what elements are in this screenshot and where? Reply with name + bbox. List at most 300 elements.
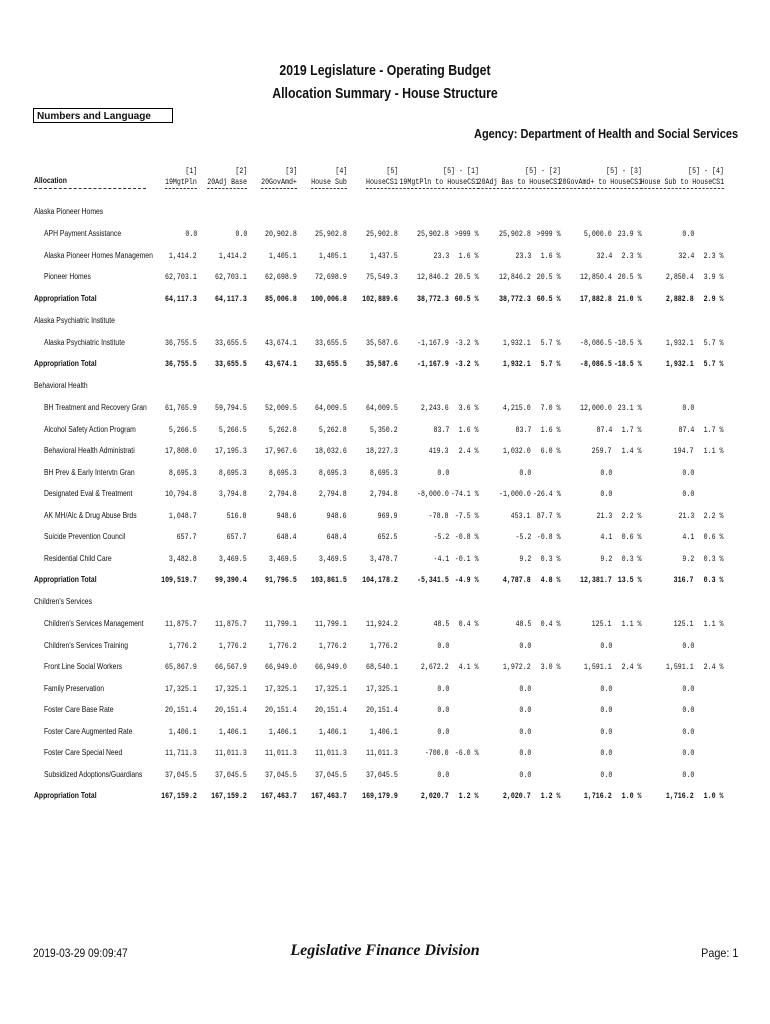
cell-value: -1,167.9 — [417, 337, 449, 348]
cell-value: 66,949.0 — [315, 662, 347, 672]
cell-value: 0.0 — [682, 683, 694, 694]
total-value: -1,167.9 — [417, 359, 449, 369]
cell-value: 59,794.5 — [215, 403, 247, 413]
cell-value: 0.0 — [519, 726, 531, 737]
cell-value: 18,227.3 — [366, 446, 398, 456]
cell-value: 17,325.1 — [215, 683, 247, 694]
cell-value: 453.1 — [511, 510, 531, 521]
cell-value: 17,325.1 — [366, 683, 398, 694]
cell-value: 23.3 — [515, 250, 531, 261]
cell-value: 1.6 % — [459, 250, 479, 261]
cell-value: 10,794.8 — [165, 489, 197, 499]
cell-value: 652.5 — [378, 532, 398, 542]
cell-value: 48.5 — [515, 619, 531, 629]
cell-value: 0.0 — [519, 769, 531, 780]
cell-value: 7.0 % — [541, 403, 561, 413]
column-name: House Sub to HouseCS1 — [640, 177, 724, 187]
total-value: 13.5 % — [618, 575, 642, 585]
cell-value: 1,591.1 — [584, 662, 612, 672]
cell-value: 9.2 — [682, 553, 694, 564]
total-value: -3.2 % — [455, 359, 479, 369]
cell-value: 20,151.4 — [265, 705, 297, 715]
cell-value: 8,695.3 — [319, 467, 347, 478]
cell-value: 43,674.1 — [265, 337, 297, 348]
total-value: 1.0 % — [622, 791, 642, 801]
cell-value: 0.0 — [682, 403, 694, 413]
cell-value: 3,469.5 — [319, 553, 347, 564]
cell-value: 3,469.5 — [269, 553, 297, 564]
cell-value: 948.6 — [277, 510, 297, 521]
cell-value: 75,549.3 — [366, 272, 398, 282]
cell-value: 948.6 — [327, 510, 347, 521]
cell-value: -26.4 % — [533, 489, 561, 499]
cell-value: 0.0 — [519, 705, 531, 715]
cell-value: -6.0 % — [455, 748, 479, 758]
cell-value: 1,406.1 — [169, 726, 197, 737]
cell-value: 83.7 — [515, 424, 531, 435]
cell-value: 64,009.5 — [315, 403, 347, 413]
total-value: 100,006.8 — [311, 293, 347, 304]
total-value: 35,587.6 — [366, 359, 398, 369]
cell-value: 17,325.1 — [315, 683, 347, 694]
cell-value: 62,698.9 — [265, 272, 297, 282]
cell-value: 5,262.8 — [269, 424, 297, 435]
cell-value: 1,776.2 — [169, 640, 197, 651]
cell-value: 1.1 % — [622, 619, 642, 629]
cell-value: 21.3 — [596, 510, 612, 521]
cell-value: 17,325.1 — [265, 683, 297, 694]
cell-value: 194.7 — [674, 446, 694, 456]
allocation-header: Allocation — [34, 176, 67, 185]
allocation-name: Designated Eval & Treatment — [44, 489, 133, 498]
report-subtitle: Allocation Summary - House Structure — [272, 85, 498, 102]
cell-value: 969.9 — [378, 510, 398, 521]
column-name: 20Adj Base — [207, 177, 247, 187]
total-value: 60.5 % — [537, 293, 561, 304]
cell-value: 11,924.2 — [366, 619, 398, 629]
column-name: 20GovAmd+ — [261, 177, 297, 187]
total-value: 85,006.8 — [265, 293, 297, 304]
cell-value: 0.0 — [437, 769, 449, 780]
cell-value: 5.7 % — [704, 337, 724, 348]
total-value: 316.7 — [674, 575, 694, 585]
cell-value: 0.3 % — [541, 553, 561, 564]
total-value: 99,390.4 — [215, 575, 247, 585]
cell-value: 4.1 — [682, 532, 694, 542]
cell-value: -18.5 % — [614, 337, 642, 348]
cell-value: 25,902.8 — [499, 229, 531, 239]
cell-value: 25,902.8 — [366, 229, 398, 239]
total-value: 36,755.5 — [165, 359, 197, 369]
allocation-name: Subsidized Adoptions/Guardians — [44, 769, 143, 779]
cell-value: 3.9 % — [704, 272, 724, 282]
cell-value: 0.4 % — [541, 619, 561, 629]
total-value: 1,716.2 — [666, 791, 694, 801]
column-name: 19MgtPln to HouseCS1 — [399, 177, 479, 187]
cell-value: 5,266.5 — [169, 424, 197, 435]
total-value: 167,463.7 — [311, 791, 347, 801]
cell-value: -700.0 — [425, 748, 449, 758]
cell-value: 23.1 % — [618, 403, 642, 413]
total-value: 4.8 % — [541, 575, 561, 585]
column-number: [5] - [2] — [525, 166, 561, 176]
allocation-name: Children's Services Training — [44, 640, 129, 650]
cell-value: 2.4 % — [622, 662, 642, 672]
cell-value: 0.0 — [682, 726, 694, 737]
cell-value: 1,406.1 — [219, 726, 247, 737]
column-name: House Sub — [311, 177, 347, 187]
cell-value: 1.1 % — [704, 446, 724, 456]
cell-value: 0.0 — [600, 640, 612, 651]
cell-value: 1,776.2 — [219, 640, 247, 651]
cell-value: 3,794.8 — [219, 489, 247, 499]
cell-value: 37,045.5 — [215, 769, 247, 780]
cell-value: 3.0 % — [541, 662, 561, 672]
cell-value: 1,414.2 — [169, 250, 197, 261]
cell-value: 0.6 % — [704, 532, 724, 542]
cell-value: 64,009.5 — [366, 403, 398, 413]
allocation-name: BH Treatment and Recovery Gran — [44, 403, 147, 412]
cell-value: 17,195.3 — [215, 446, 247, 456]
cell-value: 1,405.1 — [269, 250, 297, 261]
cell-value: 11,011.3 — [366, 748, 398, 758]
cell-value: 66,949.0 — [265, 662, 297, 672]
cell-value: 17,967.6 — [265, 446, 297, 456]
cell-value: -8,086.5 — [580, 337, 612, 348]
total-value: 2,882.8 — [666, 293, 694, 304]
cell-value: -4.1 — [433, 553, 449, 564]
cell-value: -0.8 % — [537, 532, 561, 542]
appropriation-total-label: Appropriation Total — [34, 575, 97, 584]
total-value: 33,655.5 — [215, 359, 247, 369]
column-number: [3] — [285, 166, 297, 176]
total-value: 1.0 % — [704, 791, 724, 801]
allocation-name: APH Payment Assistance — [44, 229, 122, 238]
cell-value: 8,695.3 — [219, 467, 247, 478]
cell-value: 0.0 — [437, 467, 449, 478]
cell-value: 3,478.7 — [370, 553, 398, 564]
total-value: 38,772.3 — [417, 293, 449, 304]
allocation-name: Alaska Pioneer Homes Managemen — [44, 250, 153, 260]
cell-value: 18,032.6 — [315, 446, 347, 456]
total-value: 167,463.7 — [261, 791, 297, 801]
cell-value: -5.2 — [433, 532, 449, 542]
cell-value: 37,045.5 — [366, 769, 398, 780]
cell-value: 11,799.1 — [265, 619, 297, 629]
cell-value: 1,406.1 — [319, 726, 347, 737]
group-label: Alaska Psychiatric Institute — [34, 315, 115, 325]
cell-value: 21.3 — [678, 510, 694, 521]
cell-value: 5,350.2 — [370, 424, 398, 435]
total-value: 0.3 % — [704, 575, 724, 585]
column-number: [5] - [4] — [688, 166, 724, 176]
report-title: 2019 Legislature - Operating Budget — [279, 62, 491, 79]
cell-value: 8,695.3 — [169, 467, 197, 478]
cell-value: 648.4 — [277, 532, 297, 542]
cell-value: 20,151.4 — [165, 705, 197, 715]
column-number: [5] - [1] — [443, 166, 479, 176]
cell-value: 1.6 % — [541, 424, 561, 435]
cell-value: 20,902.8 — [265, 229, 297, 239]
cell-value: 419.3 — [429, 446, 449, 456]
allocation-name: BH Prev & Early Intervtn Gran — [44, 467, 135, 477]
total-value: 33,655.5 — [315, 359, 347, 369]
cell-value: 0.0 — [682, 705, 694, 715]
cell-value: 0.0 — [600, 748, 612, 758]
cell-value: 87.4 — [678, 424, 694, 435]
cell-value: 23.9 % — [618, 229, 642, 239]
allocation-name: Alaska Psychiatric Institute — [44, 337, 125, 347]
cell-value: 12,846.2 — [499, 272, 531, 282]
cell-value: 2.4 % — [704, 662, 724, 672]
cell-value: 6.0 % — [541, 446, 561, 456]
cell-value: 1,972.2 — [503, 662, 531, 672]
cell-value: 12,000.0 — [580, 403, 612, 413]
total-value: 5.7 % — [541, 359, 561, 369]
cell-value: -5.2 — [515, 532, 531, 542]
cell-value: 25,902.8 — [417, 229, 449, 239]
cell-value: 5,262.8 — [319, 424, 347, 435]
cell-value: 0.0 — [519, 683, 531, 694]
cell-value: -0.8 % — [455, 532, 479, 542]
total-value: -5,341.5 — [417, 575, 449, 585]
cell-value: 17,325.1 — [165, 683, 197, 694]
cell-value: 0.0 — [600, 769, 612, 780]
cell-value: 1,591.1 — [666, 662, 694, 672]
total-value: 91,796.5 — [265, 575, 297, 585]
cell-value: 9.2 — [519, 553, 531, 564]
allocation-name: Children's Services Management — [44, 619, 144, 628]
column-number: [5] — [386, 166, 398, 176]
total-value: 169,179.9 — [362, 791, 398, 801]
cell-value: 36,755.5 — [165, 337, 197, 348]
footer-division: Legislative Finance Division — [290, 942, 480, 959]
cell-value: -3.2 % — [455, 337, 479, 348]
column-name: 20Adj Bas to HouseCS1 — [477, 177, 561, 187]
cell-value: 5,266.5 — [219, 424, 247, 435]
cell-value: 11,011.3 — [215, 748, 247, 758]
column-number: [5] - [3] — [606, 166, 642, 176]
cell-value: 11,875.7 — [165, 619, 197, 629]
cell-value: 37,045.5 — [315, 769, 347, 780]
total-value: 2,020.7 — [421, 791, 449, 801]
cell-value: 62,703.1 — [165, 272, 197, 282]
cell-value: -8,000.0 — [417, 489, 449, 499]
cell-value: 25,902.8 — [315, 229, 347, 239]
cell-value: 648.4 — [327, 532, 347, 542]
cell-value: 3,469.5 — [219, 553, 247, 564]
cell-value: 8,695.3 — [269, 467, 297, 478]
cell-value: 2.4 % — [459, 446, 479, 456]
allocation-underline — [34, 188, 146, 189]
cell-value: 2,243.6 — [421, 403, 449, 413]
cell-value: 11,799.1 — [315, 619, 347, 629]
cell-value: >999 % — [537, 229, 561, 239]
cell-value: 1.4 % — [622, 446, 642, 456]
cell-value: 657.7 — [177, 532, 197, 542]
cell-value: 20,151.4 — [215, 705, 247, 715]
cell-value: 0.0 — [600, 705, 612, 715]
allocation-name: Foster Care Augmented Rate — [44, 726, 133, 736]
cell-value: 32.4 — [678, 250, 694, 261]
appropriation-total-label: Appropriation Total — [34, 359, 97, 368]
allocation-name: Residential Child Care — [44, 553, 112, 563]
column-number: [2] — [235, 166, 247, 176]
cell-value: 5,000.0 — [584, 229, 612, 239]
cell-value: 1.1 % — [704, 619, 724, 629]
cell-value: 0.0 — [437, 683, 449, 694]
cell-value: 1.6 % — [541, 250, 561, 261]
cell-value: 259.7 — [592, 446, 612, 456]
cell-value: 0.0 — [682, 229, 694, 239]
total-value: 1,932.1 — [503, 359, 531, 369]
total-value: 104,178.2 — [362, 575, 398, 585]
allocation-name: Front Line Social Workers — [44, 662, 123, 671]
cell-value: 12,846.2 — [417, 272, 449, 282]
cell-value: 0.0 — [185, 229, 197, 239]
cell-value: -78.8 — [429, 510, 449, 521]
total-value: 167,159.2 — [211, 791, 247, 801]
cell-value: 0.0 — [600, 467, 612, 478]
cell-value: 52,009.5 — [265, 403, 297, 413]
cell-value: -0.1 % — [455, 553, 479, 564]
cell-value: 9.2 — [600, 553, 612, 564]
total-value: -8,086.5 — [580, 359, 612, 369]
allocation-name: Family Preservation — [44, 683, 105, 693]
total-value: 1.2 % — [541, 791, 561, 801]
cell-value: 20.5 % — [537, 272, 561, 282]
cell-value: 2,794.8 — [370, 489, 398, 499]
agency-label: Agency: Department of Health and Social Services — [473, 127, 738, 141]
total-value: 64,117.3 — [165, 293, 197, 304]
cell-value: 0.4 % — [459, 619, 479, 629]
cell-value: 33,655.5 — [315, 337, 347, 348]
column-number: [4] — [335, 166, 347, 176]
cell-value: 1,405.1 — [319, 250, 347, 261]
cell-value: 20.5 % — [618, 272, 642, 282]
total-value: 102,889.6 — [362, 293, 398, 304]
cell-value: 33,655.5 — [215, 337, 247, 348]
cell-value: 2,672.2 — [421, 662, 449, 672]
section-box: Numbers and Language — [33, 108, 173, 123]
cell-value: 1.6 % — [459, 424, 479, 435]
cell-value: 2.3 % — [622, 250, 642, 261]
cell-value: 20,151.4 — [315, 705, 347, 715]
cell-value: 516.8 — [227, 510, 247, 521]
cell-value: 11,875.7 — [215, 619, 247, 629]
total-value: 60.5 % — [455, 293, 479, 304]
cell-value: 125.1 — [592, 619, 612, 629]
cell-value: 11,711.3 — [165, 748, 197, 758]
allocation-name: Suicide Prevention Council — [44, 532, 126, 541]
total-value: 12,381.7 — [580, 575, 612, 585]
cell-value: 0.0 — [437, 640, 449, 651]
cell-value: 87.7 % — [537, 510, 561, 521]
cell-value: 1,776.2 — [370, 640, 398, 651]
total-value: 43,674.1 — [265, 359, 297, 369]
cell-value: 87.4 — [596, 424, 612, 435]
cell-value: 1,437.5 — [370, 250, 398, 261]
cell-value: 20,151.4 — [366, 705, 398, 715]
cell-value: 1,932.1 — [666, 337, 694, 348]
cell-value: 2,794.8 — [319, 489, 347, 499]
cell-value: 0.0 — [600, 726, 612, 737]
cell-value: 125.1 — [674, 619, 694, 629]
cell-value: 2,850.4 — [666, 272, 694, 282]
cell-value: -74.1 % — [451, 489, 479, 499]
cell-value: 0.0 — [600, 683, 612, 694]
allocation-name: Alcohol Safety Action Program — [44, 424, 136, 434]
cell-value: 8,695.3 — [370, 467, 398, 478]
cell-value: 2.2 % — [704, 510, 724, 521]
total-value: 1,716.2 — [584, 791, 612, 801]
total-value: 64,117.3 — [215, 293, 247, 304]
cell-value: 0.0 — [600, 489, 612, 499]
cell-value: 0.6 % — [622, 532, 642, 542]
cell-value: 68,540.1 — [366, 662, 398, 672]
appropriation-total-label: Appropriation Total — [34, 791, 97, 800]
cell-value: 0.0 — [682, 489, 694, 499]
cell-value: 0.0 — [682, 769, 694, 780]
cell-value: 17,808.0 — [165, 446, 197, 456]
allocation-name: Behavioral Health Administrati — [44, 446, 135, 455]
cell-value: 1,406.1 — [269, 726, 297, 737]
column-name: 19MgtPln — [165, 177, 197, 187]
cell-value: 0.0 — [682, 640, 694, 651]
cell-value: 66,567.9 — [215, 662, 247, 672]
cell-value: 4.1 % — [459, 662, 479, 672]
cell-value: -1,000.0 — [499, 489, 531, 499]
cell-value: 37,045.5 — [165, 769, 197, 780]
column-name: HouseCS1 — [366, 177, 398, 187]
cell-value: 1,776.2 — [319, 640, 347, 651]
cell-value: 0.0 — [437, 726, 449, 737]
cell-value: 48.5 — [433, 619, 449, 629]
footer-page: Page: 1 — [700, 946, 738, 960]
group-label: Children's Services — [34, 597, 92, 606]
cell-value: 1,406.1 — [370, 726, 398, 737]
cell-value: 1,776.2 — [269, 640, 297, 651]
total-value: 1,932.1 — [666, 359, 694, 369]
cell-value: 2.3 % — [704, 250, 724, 261]
allocation-name: AK MH/Alc & Drug Abuse Brds — [44, 510, 137, 520]
cell-value: 35,587.6 — [366, 337, 398, 348]
total-value: 103,861.5 — [311, 575, 347, 585]
total-value: 5.7 % — [704, 359, 724, 369]
cell-value: -7.5 % — [455, 510, 479, 521]
cell-value: 1,048.7 — [169, 510, 197, 521]
cell-value: 0.0 — [519, 748, 531, 758]
cell-value: 3.6 % — [459, 403, 479, 413]
cell-value: 1,414.2 — [219, 250, 247, 261]
cell-value: 61,765.9 — [165, 403, 197, 413]
cell-value: >999 % — [455, 229, 479, 239]
cell-value: 0.0 — [682, 748, 694, 758]
cell-value: 20.5 % — [455, 272, 479, 282]
cell-value: 0.3 % — [622, 553, 642, 564]
cell-value: 4,215.0 — [503, 403, 531, 413]
cell-value: 5.7 % — [541, 337, 561, 348]
cell-value: 12,850.4 — [580, 272, 612, 282]
group-label: Alaska Pioneer Homes — [34, 207, 104, 216]
cell-value: 0.0 — [235, 229, 247, 239]
allocation-name: Foster Care Base Rate — [44, 705, 114, 714]
cell-value: 11,011.3 — [265, 748, 297, 758]
total-value: 1.2 % — [459, 791, 479, 801]
total-value: 167,159.2 — [161, 791, 197, 801]
cell-value: 657.7 — [227, 532, 247, 542]
cell-value: 2,794.8 — [269, 489, 297, 499]
